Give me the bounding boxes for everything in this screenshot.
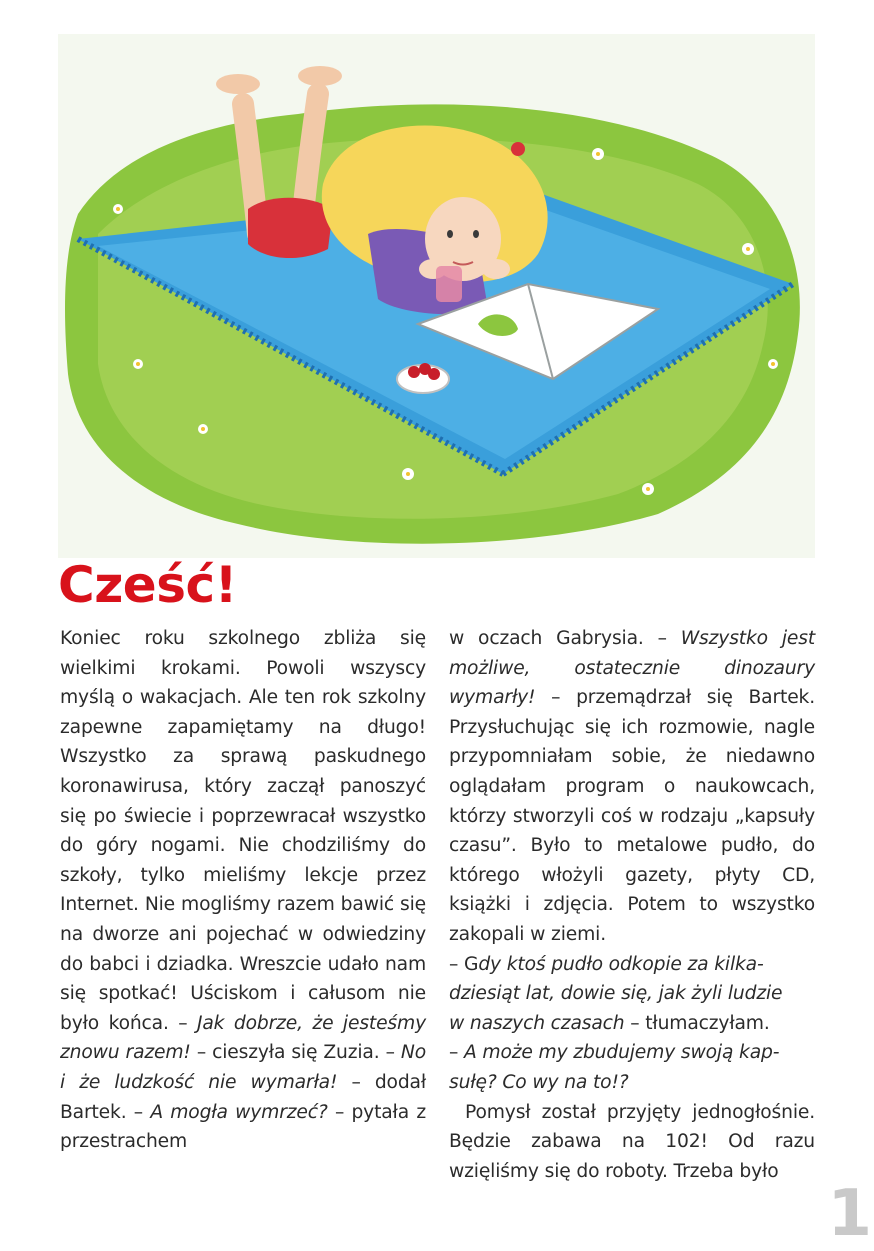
text-column-left — [60, 624, 426, 1157]
body-text: – tłumaczyłam. — [624, 1012, 770, 1034]
dialogue-line — [449, 1038, 815, 1068]
paragraph — [60, 624, 426, 1157]
italic-text: Jak dobrze, że jesteśmy znowu razem! — [60, 1012, 426, 1064]
page-title: Cześć! — [58, 556, 237, 614]
dialogue-line — [449, 979, 815, 1009]
body-text: – cieszyła się Zuzia. – — [190, 1042, 401, 1064]
body-text: – dodał Bartek. – — [60, 1071, 427, 1123]
body-text: Pomysł został przyjęty jednogłośnie. Będzie zabawa na 102! Od razu wzięliśmy się do roboty. Trzeba było — [449, 1101, 815, 1182]
italic-text: sułę? Co wy na to!? — [449, 1071, 629, 1093]
body-text: – pytała z przestrachem — [60, 1101, 426, 1153]
paragraph-part — [449, 628, 815, 945]
body-text: Koniec roku szkolnego zbliża się wielkimi krokami. Powoli wszyscy myślą o wakacjach. Ale ten rok szkolny zapewne zapamiętamy na długo! Wszystko za sprawą paskudnego koronawirusa, który zaczął panoszyć się po świecie i poprzewracał wszystko do góry nogami. Nie chodziliśmy do szkoły, tylko mieliśmy lekcje przez Internet. Nie mogliśmy razem bawić się na dworze ani pojechać w odwiedziny do babci i dziadka. Wreszcie udało nam się spotkać! Uściskom i całusom nie było końca. – — [60, 628, 426, 1034]
italic-text: Wszystko jest możliwe, ostatecznie dinozaury wymarły! — [449, 628, 815, 709]
italic-text: No i że ludzkość nie wymarła! — [60, 1042, 426, 1093]
girl-reading-on-blanket-illustration — [58, 34, 815, 558]
italic-text: w naszych czasach — [449, 1012, 625, 1034]
paragraph — [449, 1098, 815, 1187]
body-text: w oczach Gabrysia. – — [449, 628, 681, 649]
body-text: – G — [449, 953, 479, 975]
paragraph — [449, 624, 815, 1098]
italic-text: dy ktoś pudło odkopie za kilka- — [478, 953, 764, 975]
dialogue-line — [449, 1009, 815, 1039]
body-text: – przemądrzał się Bartek. Przysłuchując się ich rozmowie, nagle przypomniałam sobie, że niedawno oglądałam program o naukowcach, którzy stworzyli coś w rodzaju „kapsuły czasu”. Było to metalowe pudło, do którego włożyli gazety, płyty CD, książki i zdjęcia. Potem to wszystko zakopali w ziemi. — [449, 687, 815, 945]
italic-text: dziesiąt lat, dowie się, jak żyli ludzie — [449, 983, 783, 1005]
dialogue-lines — [449, 950, 815, 1098]
body-text: – — [449, 1042, 464, 1064]
italic-text: A może my zbudujemy swoją kap- — [463, 1042, 780, 1064]
dialogue-line — [449, 1068, 815, 1098]
illustration — [58, 34, 815, 558]
dialogue-line — [449, 950, 815, 980]
italic-text: A mogła wymrzeć? — [150, 1101, 328, 1123]
text-column-right — [449, 624, 815, 1186]
page-number: 1 — [827, 1177, 872, 1251]
